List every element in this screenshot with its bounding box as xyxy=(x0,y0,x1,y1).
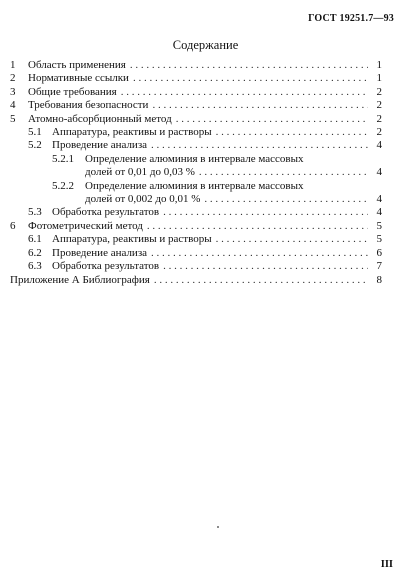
toc-entry-2[interactable] xyxy=(10,72,382,85)
toc-entry-text: Общие требования xyxy=(28,85,117,98)
toc-entry-number: 6 xyxy=(10,219,16,232)
toc-entry-text: Атомно-абсорбционный метод xyxy=(28,112,172,125)
toc-entry-text: Приложение А Библиография xyxy=(10,273,150,286)
toc-entry-5-3[interactable] xyxy=(10,206,382,219)
toc-entry-page: 2 xyxy=(376,85,382,98)
dot-leader xyxy=(154,274,368,287)
toc-entry-page: 2 xyxy=(376,99,382,112)
toc-entry-5-2-2-continuation[interactable] xyxy=(10,193,382,206)
toc-entry-number: 5.3 xyxy=(28,206,42,219)
toc-entry-page: 1 xyxy=(376,72,382,85)
toc-entry-page: 8 xyxy=(376,273,382,286)
toc-entry-text: Проведение анализа xyxy=(52,246,148,259)
toc-entry-5-1[interactable] xyxy=(10,126,382,139)
toc-entry-number: 3 xyxy=(10,85,16,98)
page-number: III xyxy=(380,559,393,570)
toc-entry-text: Аппаратура, реактивы и растворы xyxy=(52,126,212,139)
dot-leader xyxy=(216,126,368,139)
toc-entry-number: 4 xyxy=(10,99,16,112)
dot-leader xyxy=(147,220,368,233)
dot-leader xyxy=(133,72,368,85)
dot-leader xyxy=(176,113,368,126)
dot-leader xyxy=(163,206,368,219)
toc-entry-number: 1 xyxy=(10,59,16,71)
toc-entry-text-continuation: долей от 0,01 до 0,03 % xyxy=(85,166,195,179)
toc-entry-text: Аппаратура, реактивы и растворы xyxy=(52,233,212,246)
toc-entry-page: 4 xyxy=(376,193,382,206)
toc-entry-page: 4 xyxy=(376,206,382,219)
toc-entry-4[interactable] xyxy=(10,99,382,112)
toc-entry-5-2[interactable] xyxy=(10,139,382,152)
dot-leader xyxy=(199,166,368,179)
toc-entry-5-2-2[interactable] xyxy=(10,180,382,193)
dot-leader xyxy=(151,247,368,260)
dot-leader xyxy=(216,233,368,246)
toc-entry-text: Обработка результатов xyxy=(52,260,160,273)
toc-entry-text: Определение алюминия в интервале массовых xyxy=(85,179,304,192)
toc-title: Содержание xyxy=(172,38,239,52)
toc-entry-number: 5.1 xyxy=(28,126,42,139)
toc-entry-page: 5 xyxy=(376,219,382,232)
toc-entry-6-3[interactable] xyxy=(10,260,382,273)
center-dot-mark xyxy=(217,526,219,528)
toc-entry-5[interactable] xyxy=(10,113,382,126)
toc-entry-5-2-1[interactable] xyxy=(10,153,382,166)
toc-entry-number: 2 xyxy=(10,72,16,85)
toc-entry-page: 4 xyxy=(376,166,382,179)
toc-entry-6[interactable] xyxy=(10,220,382,233)
toc-entry-page: 6 xyxy=(376,246,382,259)
toc-entry-text: Проведение анализа xyxy=(52,139,148,152)
toc-entry-number: 5.2.1 xyxy=(52,152,74,165)
dot-leader xyxy=(152,99,368,112)
toc-entry-5-2-1-continuation[interactable] xyxy=(10,166,382,179)
toc-entry-text: Определение алюминия в интервале массовых xyxy=(85,152,304,165)
toc-entry-number: 5.2 xyxy=(28,139,42,152)
table-of-contents xyxy=(10,59,382,287)
toc-entry-3[interactable] xyxy=(10,86,382,99)
toc-entry-text-continuation: долей от 0,002 до 0,01 % xyxy=(85,193,201,206)
toc-entry-number: 5 xyxy=(10,112,16,125)
toc-entry-page: 5 xyxy=(376,233,382,246)
toc-entry-number: 5.2.2 xyxy=(52,179,74,192)
dot-leader xyxy=(163,260,368,273)
toc-entry-text: Фотометрический метод xyxy=(28,219,143,232)
toc-entry-number: 6.1 xyxy=(28,233,42,246)
toc-entry-text: Требования безопасности xyxy=(28,99,149,112)
dot-leader xyxy=(130,59,368,72)
dot-leader xyxy=(121,86,368,99)
toc-entry-text: Обработка результатов xyxy=(52,206,160,219)
toc-entry-number: 6.2 xyxy=(28,246,42,259)
toc-entry-page: 4 xyxy=(376,139,382,152)
toc-entry-appendix-a[interactable] xyxy=(10,274,382,287)
dot-leader xyxy=(204,193,368,206)
toc-entry-page: 1 xyxy=(376,59,382,71)
toc-entry-6-1[interactable] xyxy=(10,233,382,246)
dot-leader xyxy=(151,139,368,152)
toc-entry-page: 7 xyxy=(376,260,382,273)
toc-entry-text: Нормативные ссылки xyxy=(28,72,129,85)
toc-entry-6-2[interactable] xyxy=(10,247,382,260)
toc-entry-text: Область применения xyxy=(28,59,126,71)
standard-designation: ГОСТ 19251.7—93 xyxy=(308,13,394,24)
toc-entry-1[interactable] xyxy=(10,59,382,72)
toc-entry-page: 2 xyxy=(376,112,382,125)
toc-entry-number: 6.3 xyxy=(28,260,42,273)
toc-entry-page: 2 xyxy=(376,126,382,139)
